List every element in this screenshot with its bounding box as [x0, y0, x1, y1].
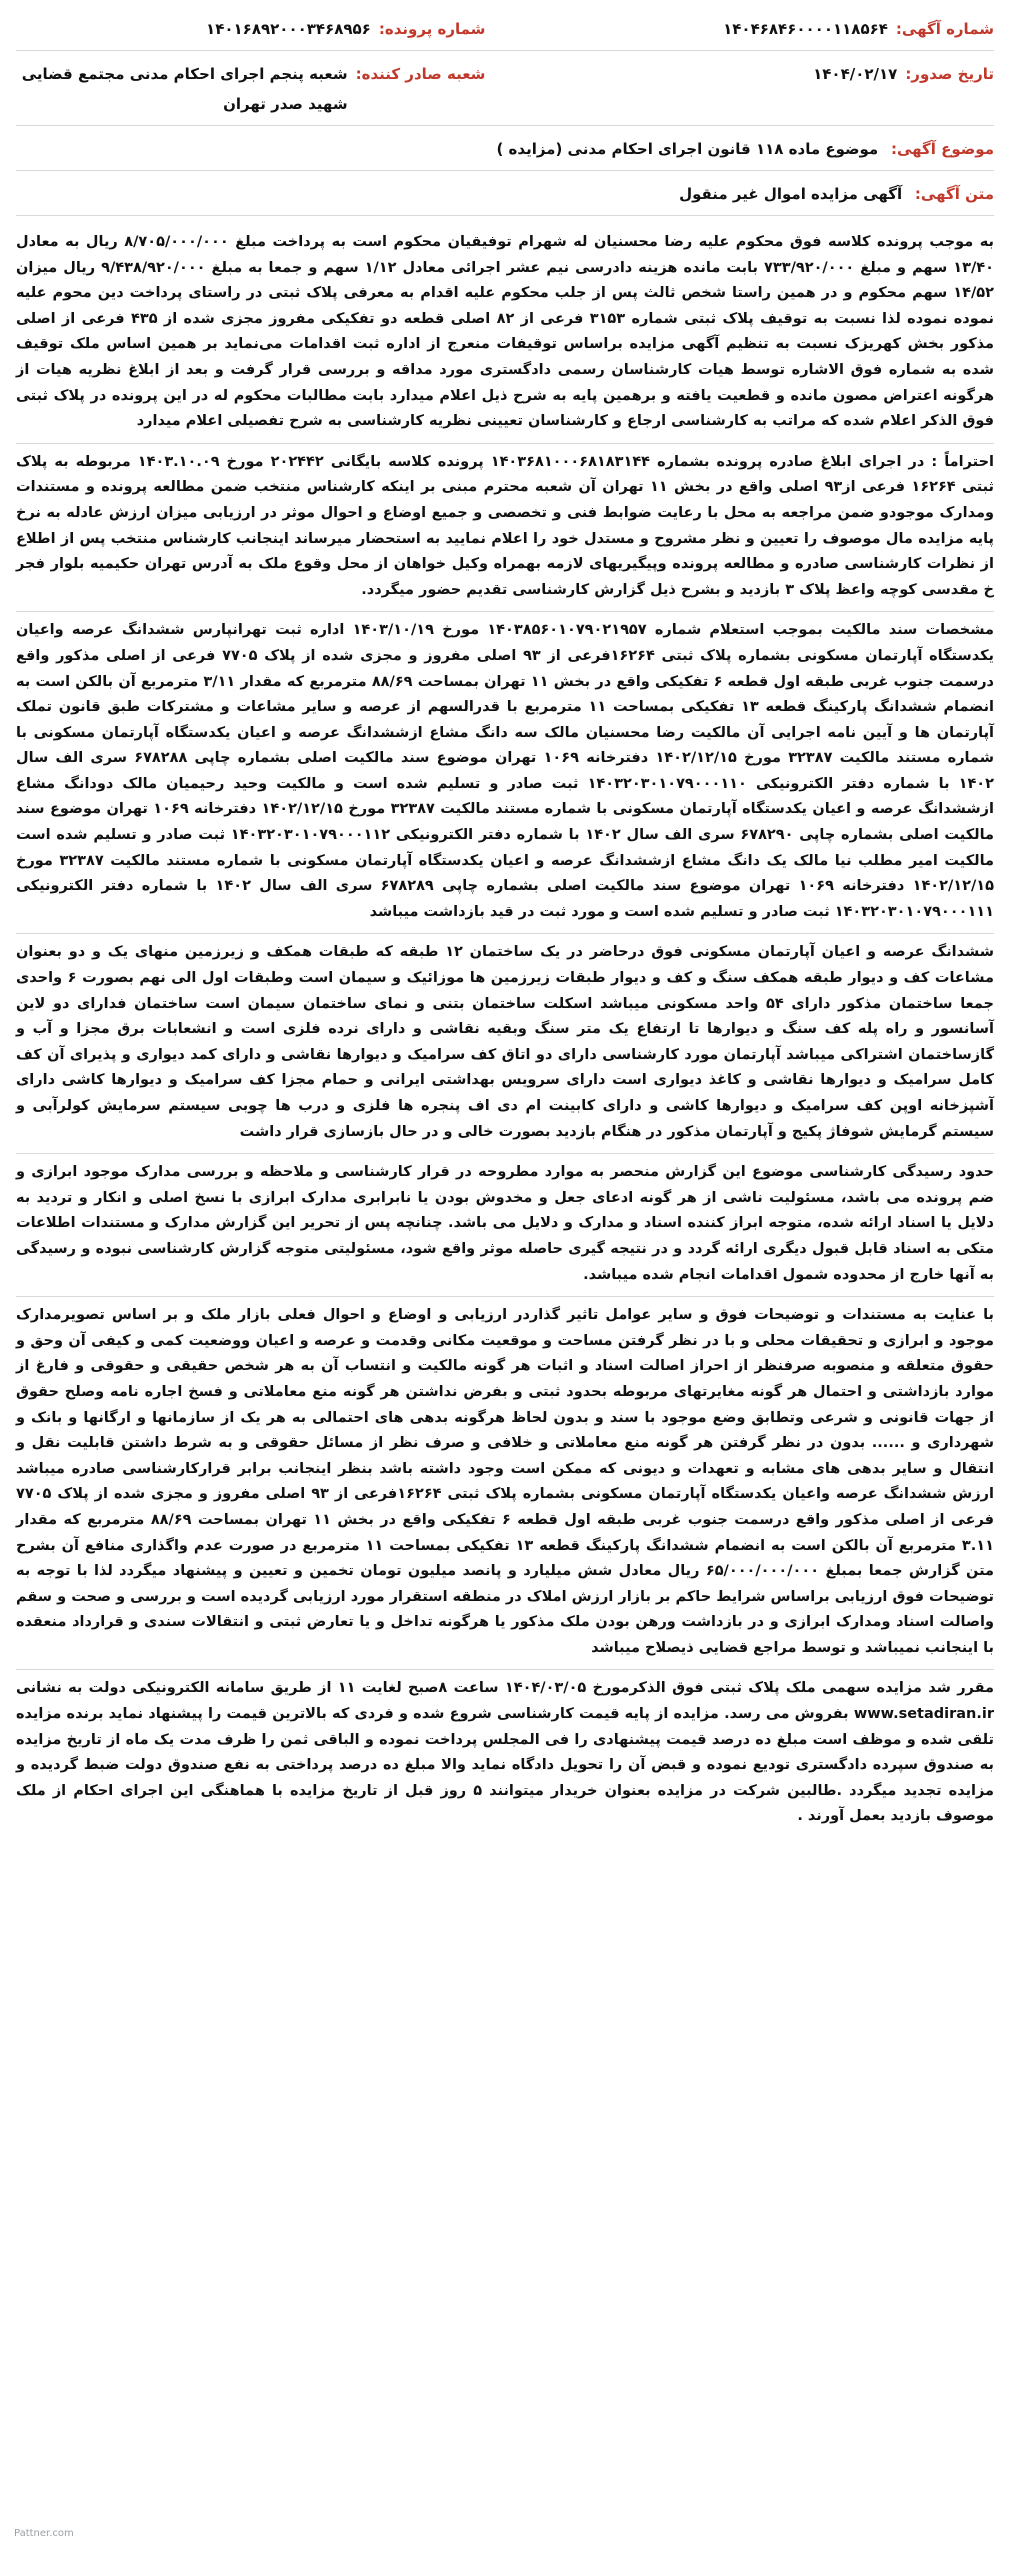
subject-row	[16, 134, 994, 164]
paragraph-auction-terms: مقرر شد مزایده سهمی ملک پلاک ثبتی فوق الذکرمورخ ۱۴۰۴/۰۳/۰۵ ساعت ۸صبح لغایت ۱۱ از طریق سامانه الکترونیکی دولت به نشانی www.setadiran.ir بفروش می رسد. مزایده از پایه قیمت کارشناسی شروع شده و فردی که بالاترین قیمت را پیشنهاد نماید برنده مزایده تلقی شده و موظف است مبلغ ده درصد قیمت پیشنهادی را فی المجلس پرداخت نموده و الباقی ثمن را ظرف مدت یک ماه از تاریخ مزایده به صندوق سپرده دادگستری تودیع نموده و قبض آن را تحویل دادگاه نماید والا مبلغ ده درصد پرداختی به نفع صندوق دولت ضبط گردیده و مزایده تجدید میگردد .طالبین شرکت در مزایده بعنوان خریدار میتوانند ۵ روز قبل از تاریخ مزایده با هماهنگی این اجرای احکام از ملک موصوف بازدید بعمل آورند .	[16, 1680, 994, 1825]
paragraph-block	[16, 934, 994, 1154]
subject-label: موضوع آگهی:	[890, 140, 994, 158]
paragraph-block	[16, 612, 994, 934]
header-row-2	[16, 59, 994, 119]
paragraph-deed-details: مشخصات سند مالکیت بموجب استعلام شماره ۱۴۰۳۸۵۶۰۱۰۷۹۰۲۱۹۵۷ مورخ ۱۴۰۳/۱۰/۱۹ اداره ثبت تهرانپارس ششدانگ عرصه واعیان یکدستگاه آپارتمان مسکونی بشماره پلاک ثبتی ۱۶۲۶۴فرعی از ۹۳ اصلی مفروز و مجزی شده از پلاک ۷۷۰۵ فرعی از اصلی مذکور واقع درسمت جنوب غربی طبقه اول قطعه ۶ تفکیکی واقع در بخش ۱۱ تهران بمساحت ۸۸/۶۹ مترمربع که مقدار ۳/۱۱ مترمربع آن بالکن است به انضمام ششدانگ پارکینگ قطعه ۱۳ تفکیکی بمساحت ۱۱ مترمربع با قدرالسهم از عرصه و سایر مشاعات و مشترکات طبق قانون تملک آپارتمان ها و آیین نامه اجرایی آن مالکیت رضا محسنیان مالک سه دانگ مشاع ازششدانگ عرصه و اعیان یکدستگاه آپارتمان مسکونی با شماره مستند مالکیت ۳۲۳۸۷ مورخ ۱۴۰۲/۱۲/۱۵ دفترخانه ۱۰۶۹ تهران موضوع سند مالکیت اصلی بشماره چاپی ۶۷۸۲۸۸ سری الف سال ۱۴۰۲ با شماره دفتر الکترونیکی ۱۴۰۳۲۰۳۰۱۰۷۹۰۰۰۱۱۰ ثبت صادر و تسلیم شده است و مالکیت وحید رحیمیان مالک دودانگ مشاع ازششدانگ عرصه و اعیان یکدستگاه آپارتمان مسکونی با شماره مستند مالکیت ۳۲۳۸۷ مورخ ۱۴۰۲/۱۲/۱۵ دفترخانه ۱۰۶۹ تهران موضوع سند مالکیت اصلی بشماره چاپی ۶۷۸۲۹۰ سری الف سال ۱۴۰۲ با شماره دفتر الکترونیکی ۱۴۰۳۲۰۳۰۱۰۷۹۰۰۰۱۱۲ ثبت صادر و تسلیم شده است مالکیت امیر مطلب نیا مالک یک دانگ مشاع ازششدانگ عرصه و اعیان یکدستگاه آپارتمان مسکونی با شماره مستند مالکیت ۳۲۳۸۷ مورخ ۱۴۰۲/۱۲/۱۵ دفترخانه ۱۰۶۹ تهران موضوع سند مالکیت اصلی بشماره چاپی ۶۷۸۲۸۹ سری الف سال ۱۴۰۲ با شماره دفتر الکترونیکی ۱۴۰۳۲۰۳۰۱۰۷۹۰۰۰۱۱۱ ثبت صادر و تسلیم شده است و مورد ثبت در قید بازداشت میباشد	[16, 622, 995, 920]
issue-date	[525, 59, 994, 89]
paragraph-block	[16, 1154, 994, 1297]
divider	[16, 50, 994, 51]
paragraph-scope: حدود رسیدگی کارشناسی موضوع این گزارش منحصر به موارد مطروحه در قرار کارشناسی و ملاحظه و بررسی مدارک موجود ابرازی و ضم پرونده می باشد، مسئولیت ناشی از هر گونه ادعای جعل و مخدوش بودن یا نابرابری مدارک ابرازی با نسخ اصلی و انکار و تردید به دلایل یا اسناد ارائه شده، متوجه ابراز کننده اسناد و مدارک و دلایل می باشد. چنانچه پس از تحریر این گزارش مدارک و مستندات اطلاعات متکی به اسناد قابل قبول دیگری ارائه گردد و در نتیجه گیری حاصله موثر واقع شود، مسئولیتی متوجه گزارش کارشناسی نبوده و رسیدگی به آنها خارج از محدوده شمول اقدامات انجام شده میباشد.	[16, 1164, 994, 1283]
title-row	[16, 179, 994, 209]
divider	[16, 170, 994, 171]
ad-number-label: شماره آگهی:	[895, 20, 994, 38]
paragraph-block	[16, 444, 994, 613]
ad-number	[525, 14, 994, 44]
text-label: متن آگهی:	[914, 185, 994, 203]
paragraph-valuation: با عنایت به مستندات و توضیحات فوق و سایر عوامل تاثیر گذاردر ارزیابی و اوضاع و احوال فعلی بازار ملک و بر اساس تصویرمدارک موجود و ابرازی و تحقیقات محلی و با در نظر گرفتن مساحت و موقعیت مکانی وقدمت و عرصه و اعیان ووضعیت کمی و کیفی آن وحق و حقوق متعلقه و منصوبه صرفنظر از احراز اصالت اسناد و اثبات هر گونه مالکیت و انتساب آن به هر شخص حقیقی و حقوقی و فارغ از موارد بازداشتی و احتمال هر گونه مغایرتهای مربوطه بحدود ثبتی و بفرض نداشتن هر گونه منع معاملاتی و فسخ اجاره نامه وصلح حقوق از جهات قانونی و شرعی وتطابق وضع موجود با سند و بدون لحاظ هرگونه بدهی های احتمالی به هر یک از سازمانها و ارگانها و بانک و شهرداری و ...... بدون در نظر گرفتن هر گونه منع معاملاتی و خلافی و صرف نظر از مسائل حقوقی و به شرط داشتن قابلیت نقل و انتقال و سایر بدهی های مشابه و تعهدات و دیونی که ممکن است وجود داشته باشد بنظر اینجانب برابر قرارکارشناسی صادره میباشد ارزش ششدانگ عرصه واعیان یکدستگاه آپارتمان مسکونی بشماره پلاک ثبتی ۱۶۲۶۴فرعی از ۹۳ اصلی مفروز و مجزی شده از پلاک ۷۷۰۵ فرعی از اصلی مذکور واقع درسمت جنوب غربی طبقه اول قطعه ۶ تفکیکی واقع در بخش ۱۱ تهران بمساحت ۸۸/۶۹ مترمربع که مقدار ۳.۱۱ مترمربع آن بالکن است به انضمام ششدانگ پارکینگ قطعه ۱۳ تفکیکی بمساحت ۱۱ مترمربع در صورت عدم واگذاری منافع آن بشرح متن گزارش جمعا بمبلغ ۶۵/۰۰۰/۰۰۰/۰۰۰ ریال معادل شش میلیارد و پانصد میلیون تومان تخمین و تعیین و پیشنهاد میگردد لذا با توجه به توضیحات فوق ارزیابی براساس شرایط حاکم بر بازار ارزش املاک در منطقه استقرار مورد ارزیابی گردیده است و بررسی و صحت و سقم واصالت اسناد ومدارک ابرازی و در بازداشت ورهن بودن ملک مذکور یا هرگونه تداخل و یا تعارض ثبتی و انتقالات سندی و قرارداد منعقده با اینجانب نمیباشد و توسط مراجع قضایی ذیصلاح میباشد	[16, 1307, 994, 1656]
issuing-branch-value: شعبه پنجم اجرای احکام مدنی مجتمع قضایی شهید صدر تهران	[21, 65, 348, 113]
paragraph-block	[16, 224, 994, 444]
divider	[16, 215, 994, 216]
paragraph-block	[16, 1297, 994, 1670]
divider	[16, 125, 994, 126]
case-number-label: شماره پرونده:	[378, 20, 486, 38]
issuing-branch	[16, 59, 485, 119]
ad-title: آگهی مزایده اموال غیر منقول	[679, 185, 903, 203]
header-row-1	[16, 14, 994, 44]
paragraph-block	[16, 1670, 994, 1838]
ad-number-value: ۱۴۰۴۶۸۴۶۰۰۰۰۱۱۸۵۶۴	[723, 20, 888, 38]
subject-value: موضوع ماده ۱۱۸ قانون اجرای احکام مدنی (مزایده )	[496, 140, 879, 158]
paragraph-expert-intro: احتراماً : در اجرای ابلاغ صادره پرونده بشماره ۱۴۰۳۶۸۱۰۰۰۶۸۱۸۳۱۴۴ پرونده کلاسه بایگانی ۲۰۲۴۴۲ مورخ ۱۴۰۳.۱۰.۰۹ مربوطه به پلاک ثبتی ۱۶۲۶۴ فرعی از۹۳ اصلی واقع در بخش ۱۱ تهران آن شعبه محترم مبنی بر اینکه کارشناس منتخب ضمن مطالعه پرونده و مستندات ومدارک موجودو ضمن مراجعه به محل با رعایت ضوابط فنی و تخصصی و جمیع اوضاع و احوال موثر در ارزیابی میزان ارزش عادله به نرخ پایه مزایده مال موصوف را تعیین و نظر مشروح و مستدل خود را اعلام نمایید به استحضار میرساند اینجانب کارشناس منتخب پس از اطلاع از نظرات کارشناسی صادره و مطالعه پرونده وپیگیریهای لازمه بهمراه وکیل خواهان از محل وقوع ملک به آدرس تهران حکیمیه بلوار فجر خ مقدسی کوچه واعظ پلاک ۳ بازدید و بشرح ذیل گزارش کارشناسی تقدیم حضور میگردد.	[16, 453, 994, 598]
issuing-branch-label: شعبه صادر کننده:	[355, 65, 486, 83]
issue-date-value: ۱۴۰۴/۰۲/۱۷	[813, 65, 898, 83]
case-number-value: ۱۴۰۱۶۸۹۲۰۰۰۳۴۶۸۹۵۶	[206, 20, 371, 38]
case-number	[16, 14, 485, 44]
issue-date-label: تاریخ صدور:	[905, 65, 994, 83]
watermark: Pattner.com	[14, 2528, 74, 2539]
paragraph-building-description: ششدانگ عرصه و اعیان آپارتمان مسکونی فوق درحاضر در یک ساختمان ۱۲ طبقه که طبقات همکف و زیرزمین منهای یک و دو بعنوان مشاعات کف و دیوار طبقه همکف سنگ و کف و دیوار طبقات زیرزمین ها موزائیک و سیمان است وطبقات اول الی نهم بصورت ۶ واحدی جمعا ساختمان مذکور دارای ۵۴ واحد مسکونی میباشد اسکلت ساختمان بتنی و نمای ساختمان سیمان است ساختمان فدارای دو لاین آسانسور و راه پله کف سنگ و دیوارها تا ارتفاع یک متر سنگ وبقیه نقاشی و دارای نرده فلزی است و انشعابات برق مجزا و آب و گازساختمان اشتراکی میباشد آپارتمان مورد کارشناسی دارای دو اتاق کف سرامیک و دیوارها نقاشی و دارای کمد دیواری و پذیرای آن کف کامل سرامیک و دیوارها نقاشی و کاغذ دیواری است دارای سرویس بهداشتی ایرانی و حمام مجزا کف سرامیک و دیوارها کاشی دارای آشپزخانه اوپن کف سرامیک و دیوارها کاشی و دارای کابینت ام دی اف پنجره ها فلزی و درب ها چوبی سیستم سرمایش کولرآبی و سیستم گرمایش شوفاژ پکیج و آپارتمان مذکور در هنگام بازدید بصورت خالی و در حال بازسازی قرار داشت	[16, 944, 994, 1140]
paragraph-judgment: به موجب پرونده کلاسه فوق محکوم علیه رضا محسنیان له شهرام توفیقیان محکوم است به پرداخت مبلغ ۸/۷۰۵/۰۰۰/۰۰۰ ریال به معادل ۱۳/۴۰ سهم و مبلغ ۷۳۳/۹۲۰/۰۰۰ بابت مانده هزینه دادرسی نیم عشر اجرائی معادل ۱/۱۲ سهم و جمعا به مبلغ ۹/۴۳۸/۹۲۰/۰۰۰ ریال میزان ۱۴/۵۲ سهم محکوم و در همین راستا شخص ثالث پس از جلب محکوم علیه اقدام به معرفی پلاک ثبتی در راستای پرداخت دین محوم علیه نموده نموده لذا نسبت به توقیف پلاک ثبتی شماره ۳۱۵۳ فرعی از ۸۲ اصلی قطعه دو تفکیکی مفروز مجزی شده از ۴۳۵ فرعی از اصلی مذکور بخش کهریزک نسبت به تنظیم آگهی مزایده براساس توقیفات منعرج از اداره ثبت اقدامات می‌نماید بر همین اساس ملک توقیف شده به شماره فوق الاشاره توسط هیات کارشناسان رسمی دادگستری مورد مداقه و بررسی قرار گرفت و بعد از ابلاغ نظریه هیات از هرگونه اعتراض مصون مانده و قطعیت یافته و برهمین پایه به شرح ذیل اعلام میدارد بابت مطالبات محکوم له در این پرونده در پلاک ثبتی فوق الذکر اعلام شده که مراتب به کارشناسی ارجاع و کارشناسان تعیینی نظریه کارشناسی به شرح تفصیلی اعلام میدارد	[16, 234, 994, 430]
